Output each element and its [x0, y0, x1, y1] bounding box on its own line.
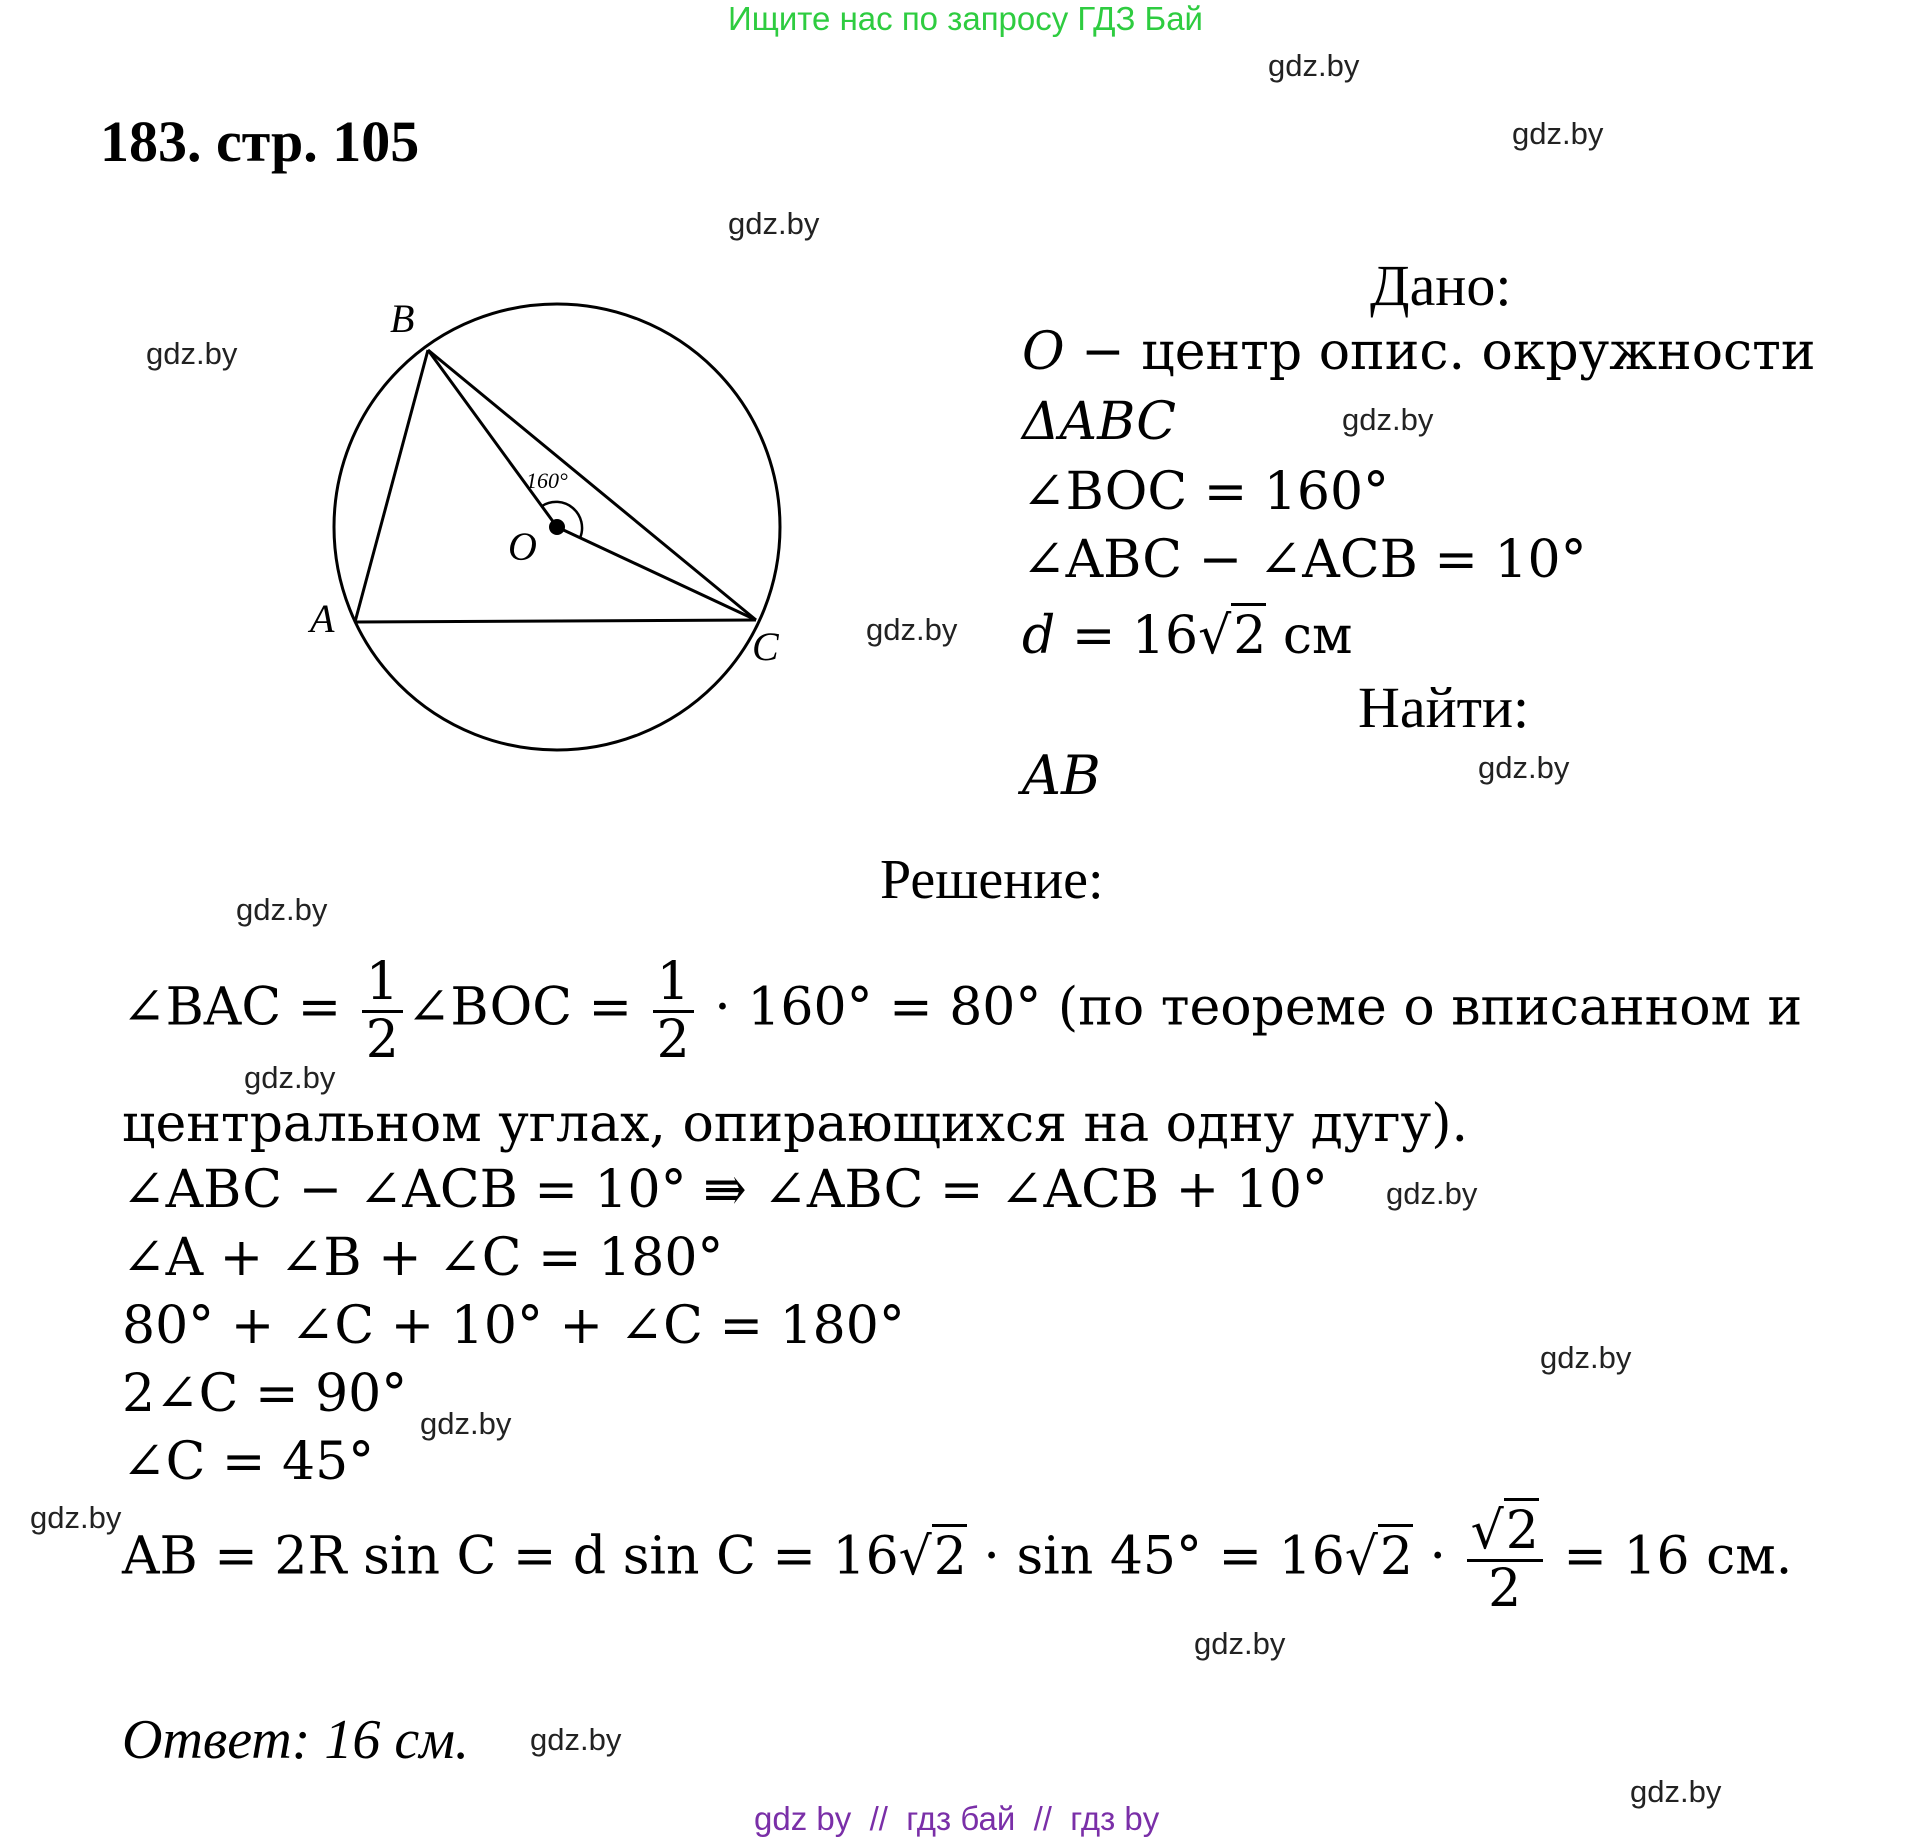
solution-line-8 — [122, 1501, 1793, 1619]
fraction-sqrt2-over-2 — [1467, 1501, 1543, 1619]
watermark: gdz.by — [1540, 1340, 1632, 1375]
solution-l1-part-c: · 160° = 80° (по теореме о вписанном и — [697, 977, 1803, 1038]
given-var-o: O — [1022, 322, 1065, 382]
side-ab — [355, 350, 428, 622]
fraction-half — [653, 952, 694, 1070]
solution-l8-radicand: 2 — [932, 1524, 967, 1587]
footer-links[interactable]: gdz by // гдз бай // гдз by — [754, 1800, 1160, 1837]
side-bc — [428, 350, 756, 620]
sqrt-sign: √2 — [1198, 606, 1266, 666]
vertex-label-a: A — [310, 596, 335, 641]
solution-l8-part-c: · — [1413, 1526, 1463, 1587]
fraction-denominator: 2 — [656, 1009, 690, 1070]
watermark: gdz.by — [1342, 402, 1434, 437]
solution-l8-radicand: 2 — [1378, 1524, 1413, 1587]
solution-line-1 — [122, 952, 1803, 1070]
watermark: gdz.by — [866, 612, 958, 647]
center-point — [549, 519, 565, 535]
find-value: AB — [1022, 744, 1101, 807]
solution-l8-radicand: 2 — [1504, 1498, 1539, 1561]
side-ac — [355, 620, 756, 622]
angle-label: 160° — [526, 468, 568, 493]
center-label-o: O — [508, 524, 537, 569]
search-banner: Ищите нас по запросу ГДЗ Бай — [728, 0, 1203, 37]
solution-line-4: ∠A + ∠B + ∠C = 180° — [122, 1228, 724, 1288]
watermark: gdz.by — [1478, 750, 1570, 785]
fraction-numerator: 1 — [653, 955, 694, 1013]
solution-l1-part-a: ∠BAC = — [122, 977, 358, 1038]
solution-line-2: центральном углах, опирающихся на одну дугу). — [122, 1094, 1469, 1154]
given-diam-value: = 16 — [1055, 606, 1199, 666]
sqrt-sign: √2 — [1345, 1527, 1413, 1587]
solution-l8-part-d: = 16 см. — [1546, 1526, 1793, 1587]
given-var-d: d — [1022, 606, 1056, 666]
given-heading: Дано: — [1370, 253, 1512, 318]
find-heading: Найти: — [1358, 675, 1530, 740]
solution-line-5: 80° + ∠C + 10° + ∠C = 180° — [122, 1296, 905, 1356]
problem-title: 183. стр. 105 — [100, 109, 420, 174]
solution-l1-part-b: ∠BOC = — [406, 977, 649, 1038]
vertex-label-b: B — [390, 296, 415, 341]
watermark: gdz.by — [1512, 116, 1604, 151]
solution-line-7: ∠C = 45° — [122, 1432, 375, 1492]
given-line-angle-diff: ∠ABC − ∠ACB = 10° — [1022, 530, 1587, 590]
watermark: gdz.by — [244, 1060, 336, 1095]
watermark: gdz.by — [530, 1722, 622, 1757]
fraction-numerator — [1467, 1501, 1543, 1562]
given-line-center — [1022, 322, 1816, 382]
fraction-numerator: 1 — [362, 955, 403, 1013]
solution-line-3: ∠ABC − ∠ACB = 10° ⇛ ∠ABC = ∠ACB + 10° — [122, 1160, 1328, 1220]
watermark: gdz.by — [30, 1500, 122, 1535]
radius-oc — [557, 527, 756, 620]
triangle-figure — [280, 280, 820, 780]
watermark: gdz.by — [236, 892, 328, 927]
sqrt-sign: √2 — [899, 1527, 967, 1587]
solution-l8-part-b: · sin 45° = 16 — [966, 1526, 1345, 1587]
given-center-text: − центр опис. окружности — [1064, 322, 1816, 382]
given-line-diameter — [1022, 606, 1352, 666]
solution-l8-part-a: AB = 2R sin C = d sin C = 16 — [122, 1526, 899, 1587]
watermark: gdz.by — [728, 206, 820, 241]
vertex-label-c: C — [752, 624, 779, 669]
fraction-half — [362, 952, 403, 1070]
sqrt-sign: √2 — [1471, 1504, 1539, 1559]
fraction-denominator: 2 — [1488, 1558, 1522, 1619]
fraction-denominator: 2 — [365, 1009, 399, 1070]
given-line-angle-boc: ∠BOC = 160° — [1022, 462, 1390, 522]
watermark: gdz.by — [146, 336, 238, 371]
watermark: gdz.by — [1386, 1176, 1478, 1211]
given-diam-unit: см — [1266, 606, 1353, 666]
watermark: gdz.by — [1194, 1626, 1286, 1661]
given-line-triangle: ΔABC — [1022, 392, 1177, 452]
watermark: gdz.by — [420, 1406, 512, 1441]
solution-heading: Решение: — [880, 849, 1104, 911]
watermark: gdz.by — [1630, 1774, 1722, 1809]
answer-line: Ответ: 16 см. — [122, 1709, 469, 1771]
solution-line-6: 2∠C = 90° — [122, 1364, 408, 1424]
watermark: gdz.by — [1268, 48, 1360, 83]
given-diam-radicand: 2 — [1231, 603, 1266, 666]
